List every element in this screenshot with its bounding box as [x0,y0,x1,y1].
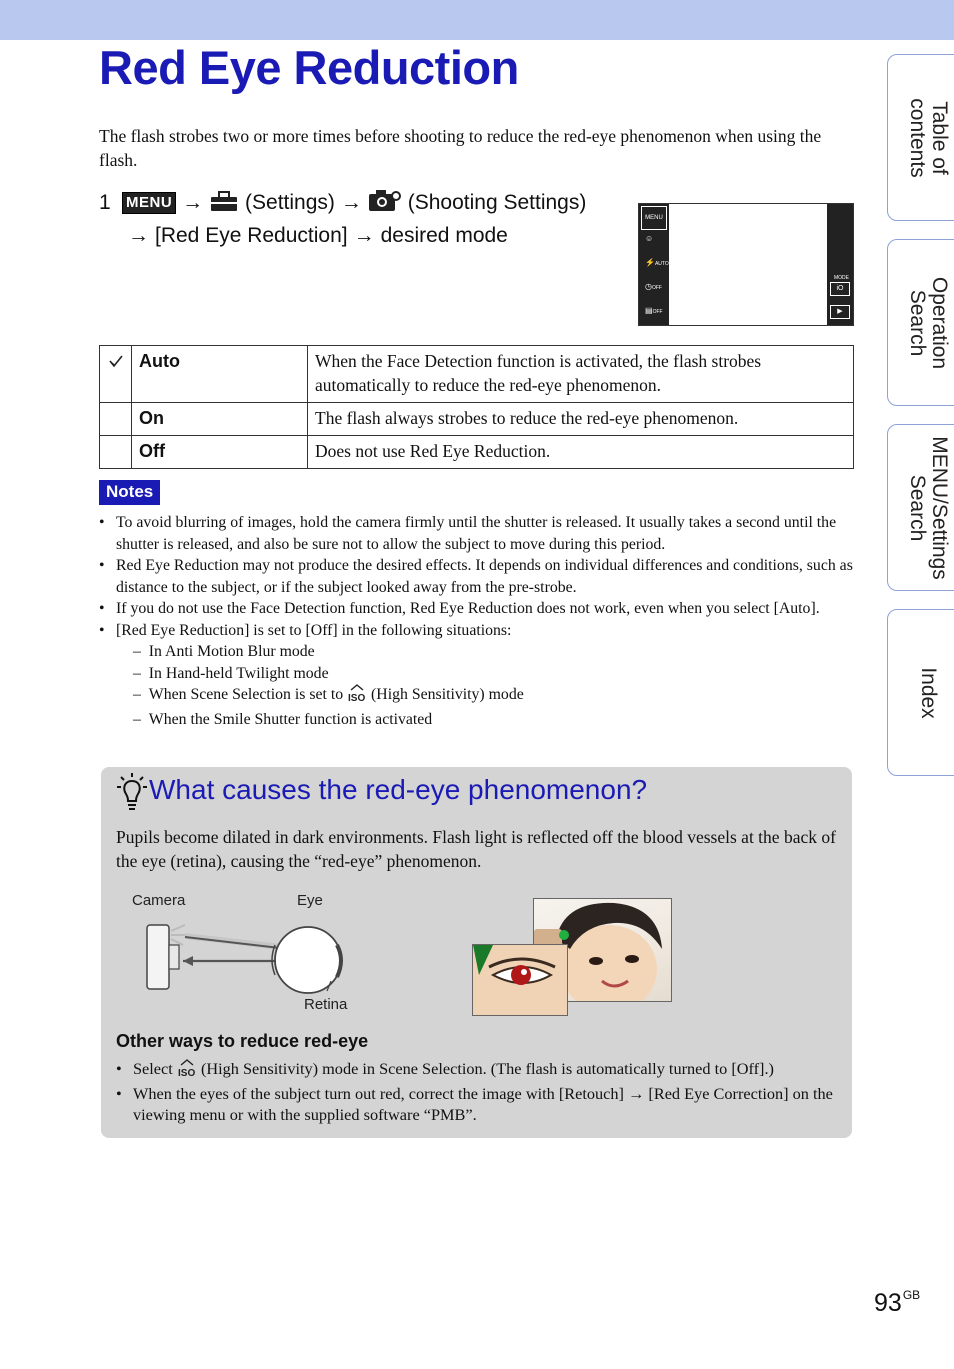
arrow-icon: → [628,1083,645,1103]
tab-table-of-contents[interactable]: Table of contents [887,54,954,221]
sub-list-item: – In Hand-held Twilight mode [133,664,329,682]
sub-list [116,641,854,730]
screen-left-strip [639,204,669,325]
arrow-icon: → [182,191,204,214]
red-eye-diagram [141,915,361,999]
settings-text: (Settings) [245,191,335,214]
intro-paragraph: The flash strobes two or more times before shooting to reduce the red-eye phenomenon when using the flash. [99,126,822,170]
sub-list-item: – When Scene Selection is set to ISO (High Sensitivity) mode [116,684,854,709]
step-1 [99,188,589,250]
camera-settings-icon [368,188,402,221]
tab-index[interactable]: Index [887,609,954,776]
mode-name: Auto [132,346,308,403]
notes-list [99,512,854,730]
screen-menu-button: MENU [641,206,667,230]
reflection-arrowhead [183,956,193,966]
camera-lens-shape [169,945,179,969]
arrow-icon: → [353,223,375,247]
intelligent-auto-icon: iO [830,282,850,296]
modes-table [99,345,854,469]
camera-body-shape [147,925,169,989]
list-item: • If you do not use the Face Detection function, Red Eye Reduction does not work, even when you select [Auto]. [99,600,820,617]
face-detection-icon: ☺ [645,234,654,243]
flash-icon: ⚡AUTO [645,258,669,267]
self-timer-icon: ◷OFF [645,282,662,291]
shooting-settings-text: (Shooting Settings) [407,191,587,214]
burst-icon: ▤OFF [645,306,663,315]
playback-icon: ▶ [830,305,850,319]
sub-list-item: – In Anti Motion Blur mode [133,643,315,660]
arrow-icon: → [128,223,149,247]
notes-label: Notes [99,480,160,505]
step-instruction [122,188,589,250]
svg-text:ISO: ISO [348,693,366,702]
page-title: Red Eye Reduction [99,41,519,94]
camera-screen-illustration [638,203,854,326]
screen-right-strip [827,204,853,325]
hint-paragraph: Pupils become dilated in dark environments. Flash light is reflected off the blood vessels at the back of the eye (retina), causing the “red-eye” phenomenon. [116,827,836,871]
list-item: • [Red Eye Reduction] is set to [Off] in the following situations: – In Anti Motion Blur mode – In Hand-held Twilight mode – When Scene Selection is set to ISO (High Sensitivity) mode – When the Smile Shutter function is activated [99,620,854,731]
retina-label: Retina [304,996,348,1013]
default-check-icon [100,346,132,403]
mode-description: When the Face Detection function is activated, the flash strobes automatically to reduce the red-eye phenomenon. [308,346,854,403]
other-ways-title: Other ways to reduce red-eye [116,1031,369,1051]
step-number: 1 [99,191,111,214]
table-row [100,403,854,436]
arrow-icon: → [340,191,362,214]
page-number: $93^{GB}$ [874,1288,921,1317]
list-item: • To avoid blurring of images, hold the camera firmly until the shutter is released. It usually takes a second until the shutter is released, and also be sure not to allow the subject to move during this period. [99,514,837,553]
table-row [100,346,854,403]
burst-text: OFF [652,309,663,315]
high-sensitivity-icon [347,684,367,709]
svg-text:ISO: ISO [177,1068,196,1077]
top-banner [0,0,954,40]
table-row [100,436,854,469]
list-item: • Red Eye Reduction may not produce the desired effects. It depends on individual differences and conditions, such as distance to the subject, or if the subject looked away from the pre-strobe. [99,557,853,596]
eye-label: Eye [297,892,323,909]
list-item: • When the eyes of the subject turn out red, correct the image with [Retouch] → [Red Eye Correction] on the viewing menu or with the supplied software “PMB”. [116,1083,833,1124]
other-ways-list [116,1058,841,1126]
page-suffix: GB [902,1288,921,1302]
mode-description: Does not use Red Eye Reduction. [308,436,854,469]
self-timer-text: OFF [651,285,662,291]
eyeball-shape [275,927,341,993]
high-sensitivity-icon [177,1059,197,1083]
red-eye-option-text: [Red Eye Reduction] [155,223,348,247]
mode-name: On [132,403,308,436]
tab-menu-settings-search[interactable]: MENU/Settings Search [887,424,954,591]
list-item: • Select ISO (High Sensitivity) mode in Scene Selection. (The flash is automatically turned to [Off].) [116,1058,841,1083]
mode-label: MODE [834,275,849,281]
hint-box [101,767,852,1138]
menu-button-icon: MENU [122,192,176,214]
tab-operation-search[interactable]: Operation Search [887,239,954,406]
flash-burst-icon [171,925,187,945]
desired-mode-text: desired mode [380,223,508,247]
flash-mode-text: AUTO [654,261,669,267]
hint-title: What causes the red-eye phenomenon? [149,774,648,805]
camera-label: Camera [132,892,186,909]
toolbox-settings-icon [209,190,239,221]
mode-description: The flash always strobes to reduce the red-eye phenomenon. [308,403,854,436]
sub-list-item: – When the Smile Shutter function is activated [133,710,433,728]
lightbulb-icon [115,771,149,818]
red-eye-photo [472,944,568,1016]
mode-name: Off [132,436,308,469]
